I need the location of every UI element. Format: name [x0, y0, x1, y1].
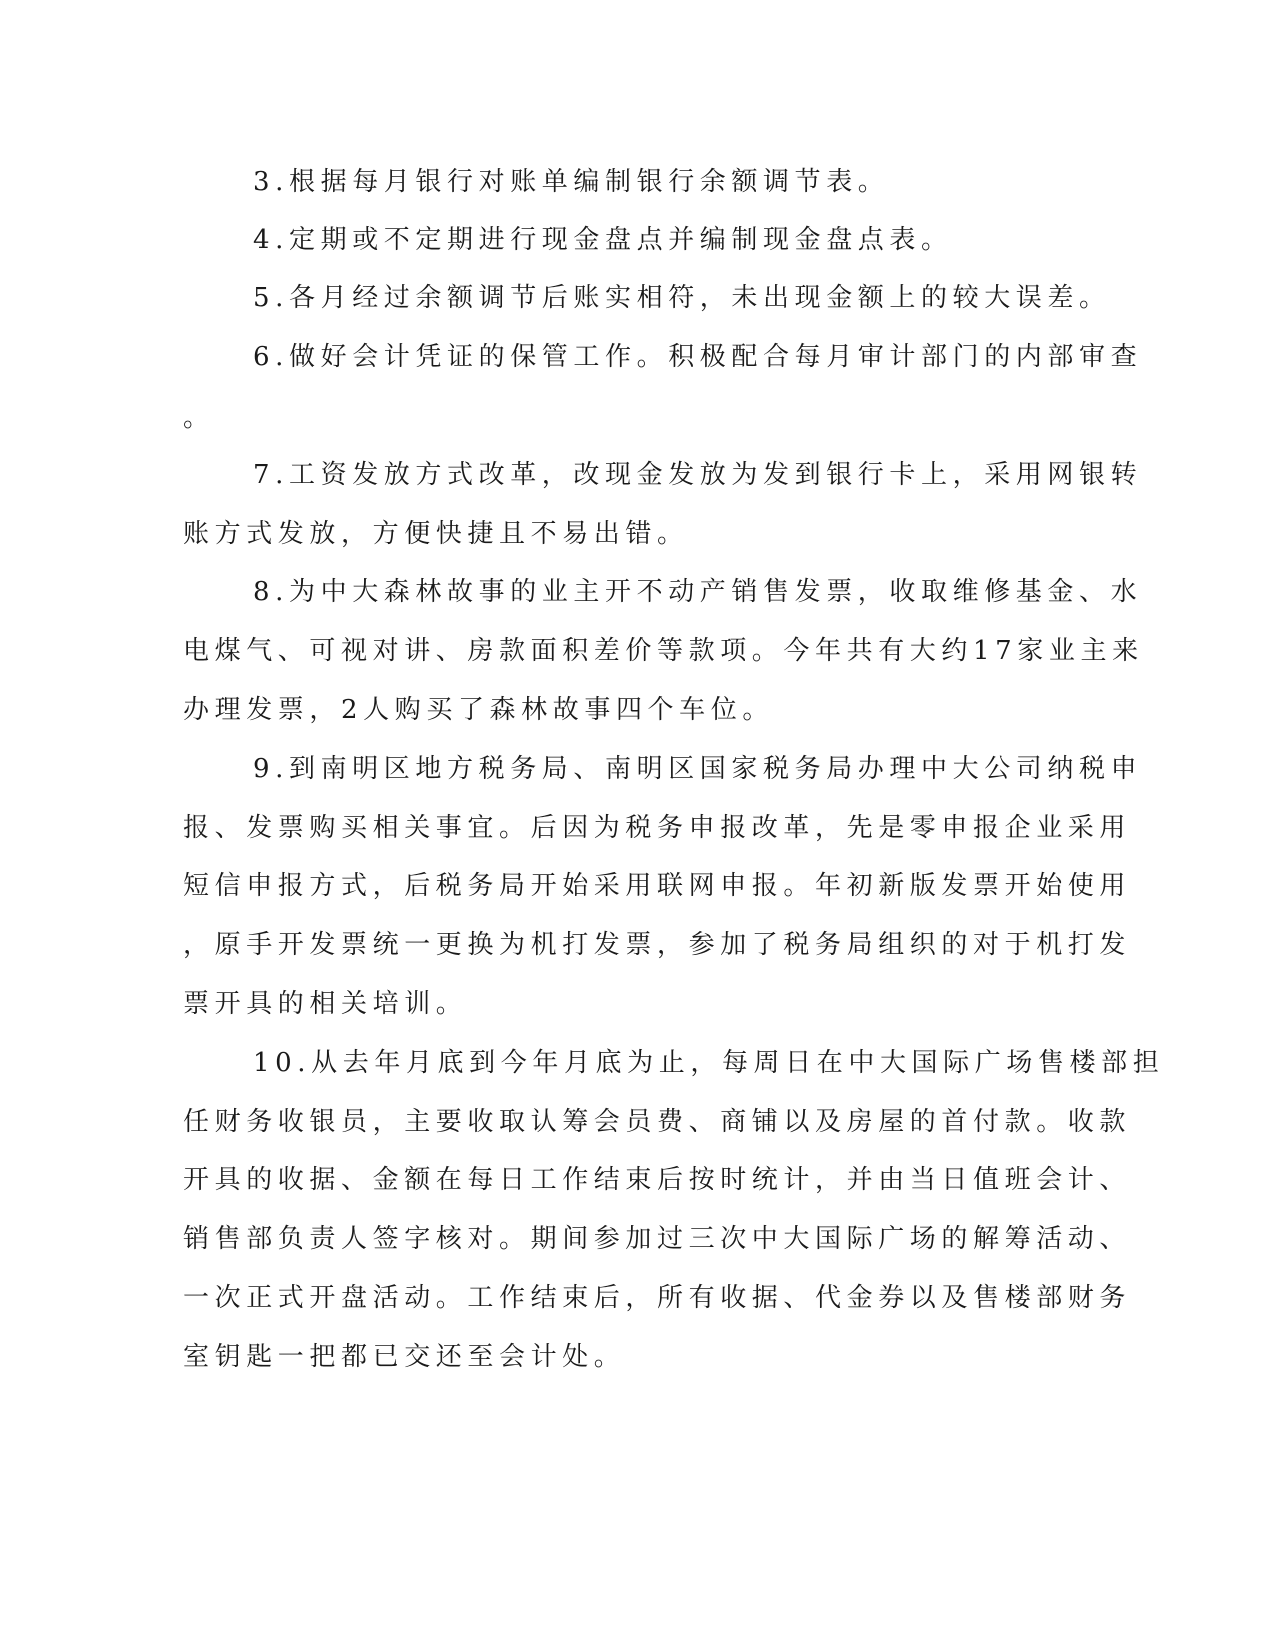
text-line: 电煤气、可视对讲、房款面积差价等款项。今年共有大约17家业主来: [183, 636, 1144, 666]
text-line: 账方式发放，方便快捷且不易出错。: [183, 519, 689, 549]
text-line: 票开具的相关培训。: [183, 989, 468, 1019]
text-line: 3.根据每月银行对账单编制银行余额调节表。: [253, 167, 890, 197]
text-line: 6.做好会计凭证的保管工作。积极配合每月审计部门的内部审查: [253, 342, 1143, 372]
text-line: 。: [183, 403, 215, 433]
text-line: 一次正式开盘活动。工作结束后，所有收据、代金券以及售楼部财务: [183, 1283, 1132, 1313]
text-line: 报、发票购买相关事宜。后因为税务申报改革，先是零申报企业采用: [183, 813, 1132, 843]
text-line: 办理发票，2人购买了森林故事四个车位。: [183, 695, 774, 725]
text-line: 任财务收银员，主要收取认筹会员费、商铺以及房屋的首付款。收款: [183, 1107, 1132, 1137]
text-line: 8.为中大森林故事的业主开不动产销售发票，收取维修基金、水: [253, 577, 1143, 607]
text-line: 5.各月经过余额调节后账实相符，未出现金额上的较大误差。: [253, 283, 1111, 313]
text-line: 短信申报方式，后税务局开始采用联网申报。年初新版发票开始使用: [183, 871, 1132, 901]
text-line: 10.从去年月底到今年月底为止，每周日在中大国际广场售楼部担: [253, 1048, 1165, 1078]
text-line: 开具的收据、金额在每日工作结束后按时统计，并由当日值班会计、: [183, 1165, 1132, 1195]
text-line: 销售部负责人签字核对。期间参加过三次中大国际广场的解筹活动、: [183, 1224, 1132, 1254]
text-line: 室钥匙一把都已交还至会计处。: [183, 1342, 626, 1372]
text-line: 4.定期或不定期进行现金盘点并编制现金盘点表。: [253, 225, 953, 255]
text-line: 9.到南明区地方税务局、南明区国家税务局办理中大公司纳税申: [253, 754, 1143, 784]
text-line: ，原手开发票统一更换为机打发票，参加了税务局组织的对于机打发: [183, 930, 1132, 960]
text-line: 7.工资发放方式改革，改现金发放为发到银行卡上，采用网银转: [253, 460, 1143, 490]
